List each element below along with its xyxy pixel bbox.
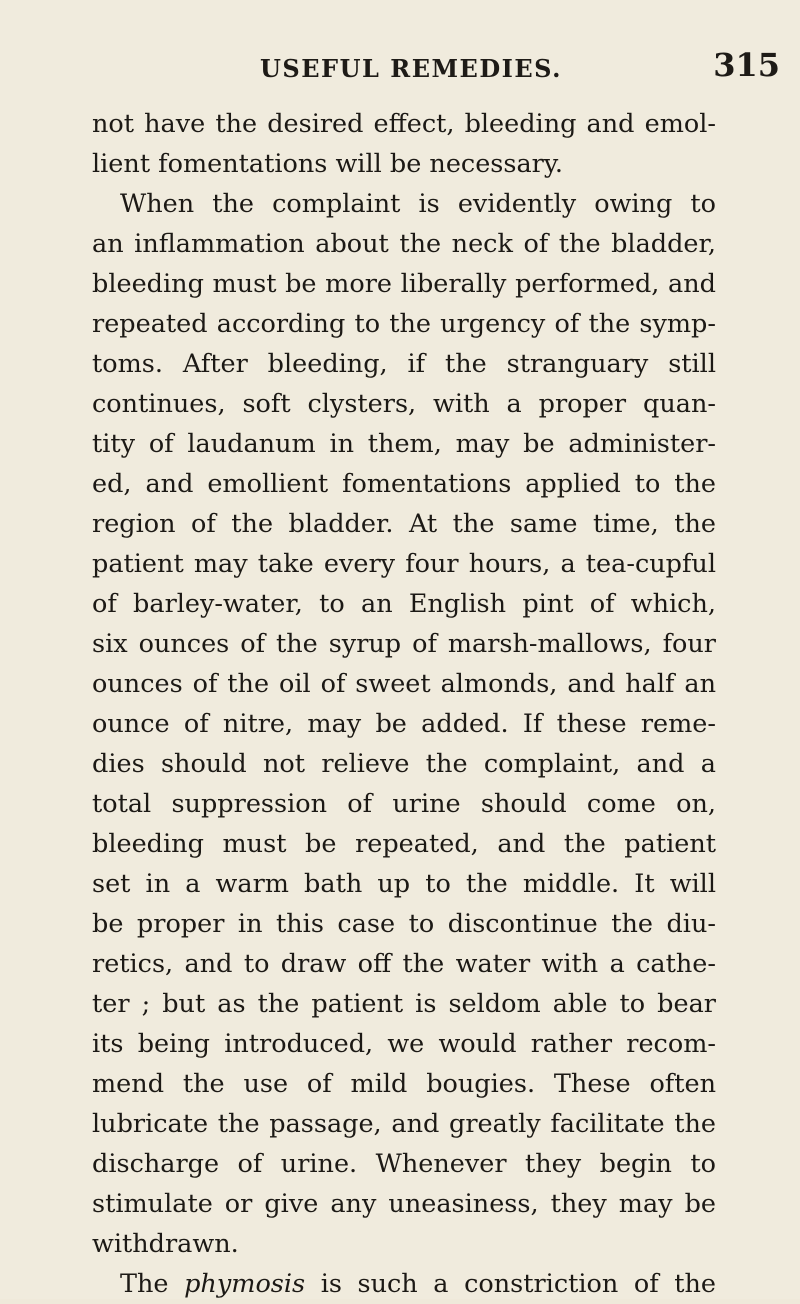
text-line: toms. After bleeding, if the stranguary still [92, 349, 716, 379]
text-line: repeated according to the urgency of the symp- [92, 309, 716, 339]
text-line: an inflammation about the neck of the bladder, [92, 229, 716, 259]
text-line: region of the bladder. At the same time, the [92, 509, 716, 539]
text-line: mend the use of mild bougies. These often [92, 1069, 716, 1099]
text-line: withdrawn. [92, 1229, 239, 1259]
final-line-start: The [120, 1269, 185, 1299]
text-line: stimulate or give any uneasiness, they may be [92, 1189, 716, 1219]
text-line: set in a warm bath up to the middle. It will [92, 869, 716, 899]
text-line: retics, and to draw off the water with a cathe- [92, 949, 716, 979]
text-line: patient may take every four hours, a tea-cupful [92, 549, 716, 579]
final-text-line [92, 1264, 716, 1304]
text-line: six ounces of the syrup of marsh-mallows, four [92, 629, 716, 659]
text-line: lient fomentations will be necessary. [92, 149, 563, 179]
text-line: tity of laudanum in them, may be administer- [92, 429, 716, 459]
text-line: discharge of urine. Whenever they begin to [92, 1149, 716, 1179]
text-line: bleeding must be more liberally performed, and [92, 269, 716, 299]
text-line: dies should not relieve the complaint, and a [92, 749, 716, 779]
final-line-end: is such a constriction of the [305, 1269, 716, 1299]
text-line: its being introduced, we would rather recom- [92, 1029, 716, 1059]
text-line: total suppression of urine should come on, [92, 789, 716, 819]
italic-term: phymosis [184, 1269, 306, 1299]
text-line: lubricate the passage, and greatly facilitate the [92, 1109, 716, 1139]
text-line: ed, and emollient fomentations applied to the [92, 469, 716, 499]
text-line: of barley-water, to an English pint of which, [92, 589, 716, 619]
page-number: 315 [713, 46, 780, 84]
page-header [90, 46, 780, 86]
text-line: When the complaint is evidently owing to [120, 189, 716, 219]
text-line: bleeding must be repeated, and the patient [92, 829, 716, 859]
body-text [92, 104, 716, 1304]
text-line: not have the desired effect, bleeding and emol- [92, 109, 716, 139]
text-line: ounces of the oil of sweet almonds, and half an [92, 669, 716, 699]
text-line: ounce of nitre, may be added. If these reme- [92, 709, 716, 739]
text-line: continues, soft clysters, with a proper quan- [92, 389, 716, 419]
text-line: ter ; but as the patient is seldom able to bear [92, 989, 716, 1019]
text-line: be proper in this case to discontinue the diu- [92, 909, 716, 939]
running-head: USEFUL REMEDIES. [260, 54, 563, 83]
